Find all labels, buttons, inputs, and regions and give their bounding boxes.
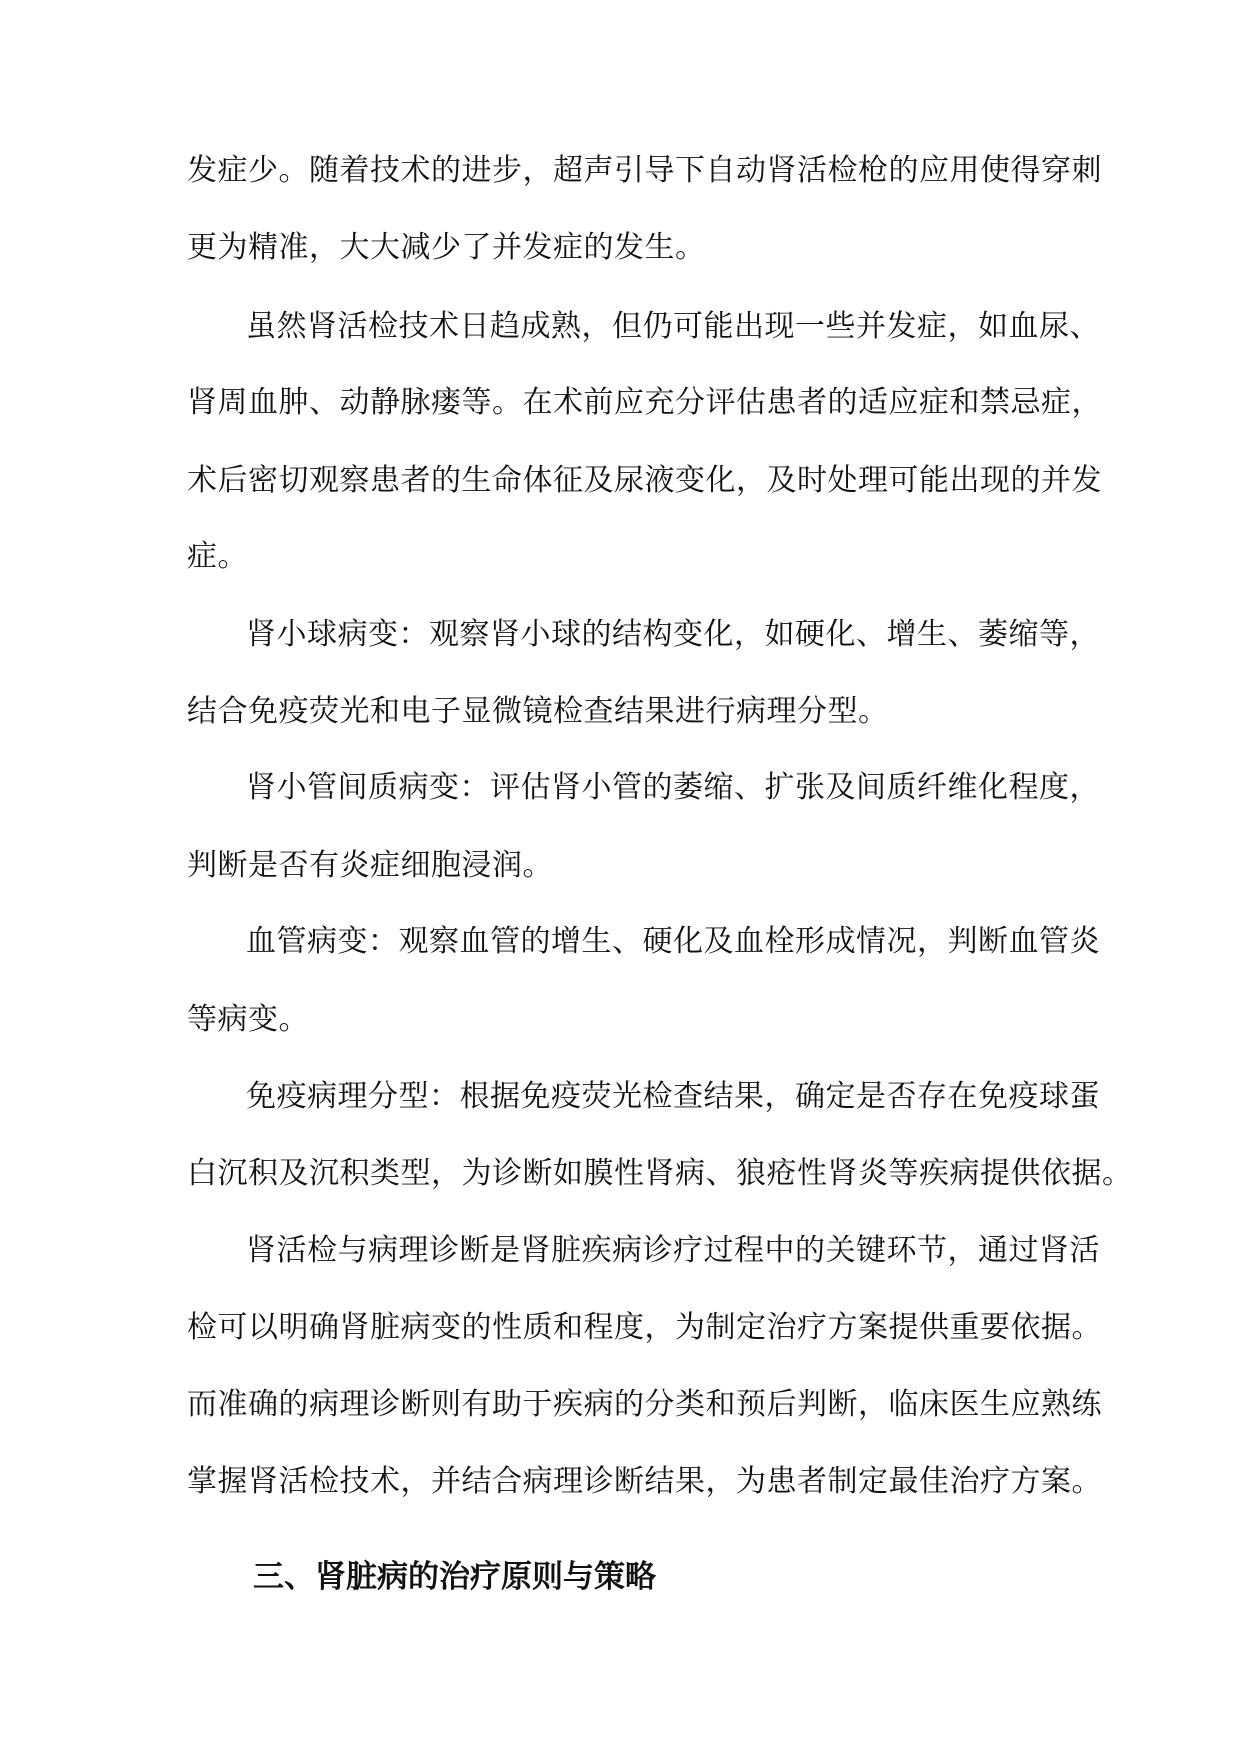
paragraph-line: 症。	[187, 539, 248, 574]
paragraph-line: 术后密切观察患者的生命体征及尿液变化，及时处理可能出现的并发	[187, 463, 1102, 498]
paragraph-line: 掌握肾活检技术，并结合病理诊断结果，为患者制定最佳治疗方案。	[187, 1464, 1102, 1499]
paragraph-line: 血管病变：观察血管的增生、硬化及血栓形成情况，判断血管炎	[246, 924, 1100, 959]
paragraph-line: 虽然肾活检技术日趋成熟，但仍可能出现一些并发症，如血尿、	[246, 309, 1100, 344]
section-heading: 三、肾脏病的治疗原则与策略	[253, 1559, 656, 1595]
paragraph-line: 免疫病理分型：根据免疫荧光检查结果，确定是否存在免疫球蛋	[246, 1079, 1100, 1114]
paragraph-line: 判断是否有炎症细胞浸润。	[187, 848, 553, 883]
paragraph-line: 检可以明确肾脏病变的性质和程度，为制定治疗方案提供重要依据。	[187, 1310, 1102, 1345]
paragraph-line: 肾小管间质病变：评估肾小管的萎缩、扩张及间质纤维化程度，	[246, 770, 1100, 805]
paragraph-line: 发症少。随着技术的进步，超声引导下自动肾活检枪的应用使得穿刺	[187, 153, 1102, 188]
paragraph-line: 肾周血肿、动静脉瘘等。在术前应充分评估患者的适应症和禁忌症，	[187, 385, 1102, 420]
paragraph-line: 更为精准，大大减少了并发症的发生。	[187, 230, 706, 265]
paragraph-line: 肾小球病变：观察肾小球的结构变化，如硬化、增生、萎缩等，	[246, 617, 1100, 652]
paragraph-line: 白沉积及沉积类型，为诊断如膜性肾病、狼疮性肾炎等疾病提供依据。	[187, 1156, 1133, 1191]
paragraph-line: 肾活检与病理诊断是肾脏疾病诊疗过程中的关键环节，通过肾活	[246, 1233, 1100, 1268]
paragraph-line: 等病变。	[187, 1002, 309, 1037]
paragraph-line: 结合免疫荧光和电子显微镜检查结果进行病理分型。	[187, 694, 889, 729]
paragraph-line: 而准确的病理诊断则有助于疾病的分类和预后判断，临床医生应熟练	[187, 1387, 1102, 1422]
